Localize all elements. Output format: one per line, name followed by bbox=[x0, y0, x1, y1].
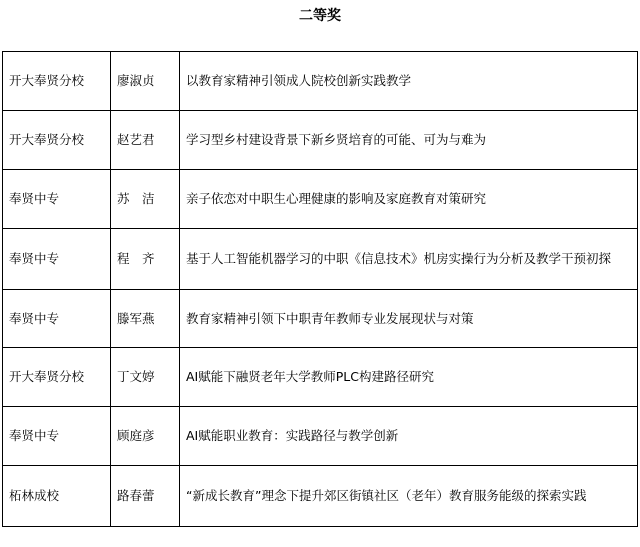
page-title: 二等奖 bbox=[299, 8, 341, 24]
topic-cell: 教育家精神引领下中职青年教师专业发展现状与对策 bbox=[180, 290, 638, 348]
school-cell: 开大奉贤分校 bbox=[3, 111, 111, 170]
school-cell: 开大奉贤分校 bbox=[3, 52, 111, 111]
author-name-cell: 丁文婷 bbox=[111, 348, 180, 407]
award-table bbox=[2, 51, 638, 527]
table-row bbox=[3, 229, 638, 290]
topic-cell: AI赋能职业教育：实践路径与教学创新 bbox=[180, 407, 638, 466]
school-cell: 柘林成校 bbox=[3, 466, 111, 527]
table-row bbox=[3, 466, 638, 527]
school-cell: 奉贤中专 bbox=[3, 290, 111, 348]
table-row bbox=[3, 290, 638, 348]
author-name-cell: 赵艺君 bbox=[111, 111, 180, 170]
topic-cell: “新成长教育”理念下提升郊区街镇社区（老年）教育服务能级的探索实践 bbox=[180, 466, 638, 527]
topic-cell: AI赋能下融贤老年大学教师PLC构建路径研究 bbox=[180, 348, 638, 407]
topic-cell: 学习型乡村建设背景下新乡贤培育的可能、可为与难为 bbox=[180, 111, 638, 170]
topic-cell: 基于人工智能机器学习的中职《信息技术》机房实操行为分析及教学干预初探 bbox=[180, 229, 638, 290]
topic-cell: 亲子依恋对中职生心理健康的影响及家庭教育对策研究 bbox=[180, 170, 638, 229]
school-cell: 奉贤中专 bbox=[3, 229, 111, 290]
author-name-cell: 苏 洁 bbox=[111, 170, 180, 229]
table-row bbox=[3, 170, 638, 229]
table-row bbox=[3, 111, 638, 170]
author-name-cell: 顾庭彦 bbox=[111, 407, 180, 466]
table-row bbox=[3, 407, 638, 466]
author-name-cell: 程 齐 bbox=[111, 229, 180, 290]
author-name-cell: 滕军燕 bbox=[111, 290, 180, 348]
author-name-cell: 路春蕾 bbox=[111, 466, 180, 527]
school-cell: 奉贤中专 bbox=[3, 407, 111, 466]
school-cell: 奉贤中专 bbox=[3, 170, 111, 229]
table-row bbox=[3, 348, 638, 407]
table-row bbox=[3, 52, 638, 111]
topic-cell: 以教育家精神引领成人院校创新实践教学 bbox=[180, 52, 638, 111]
school-cell: 开大奉贤分校 bbox=[3, 348, 111, 407]
author-name-cell: 廖淑贞 bbox=[111, 52, 180, 111]
